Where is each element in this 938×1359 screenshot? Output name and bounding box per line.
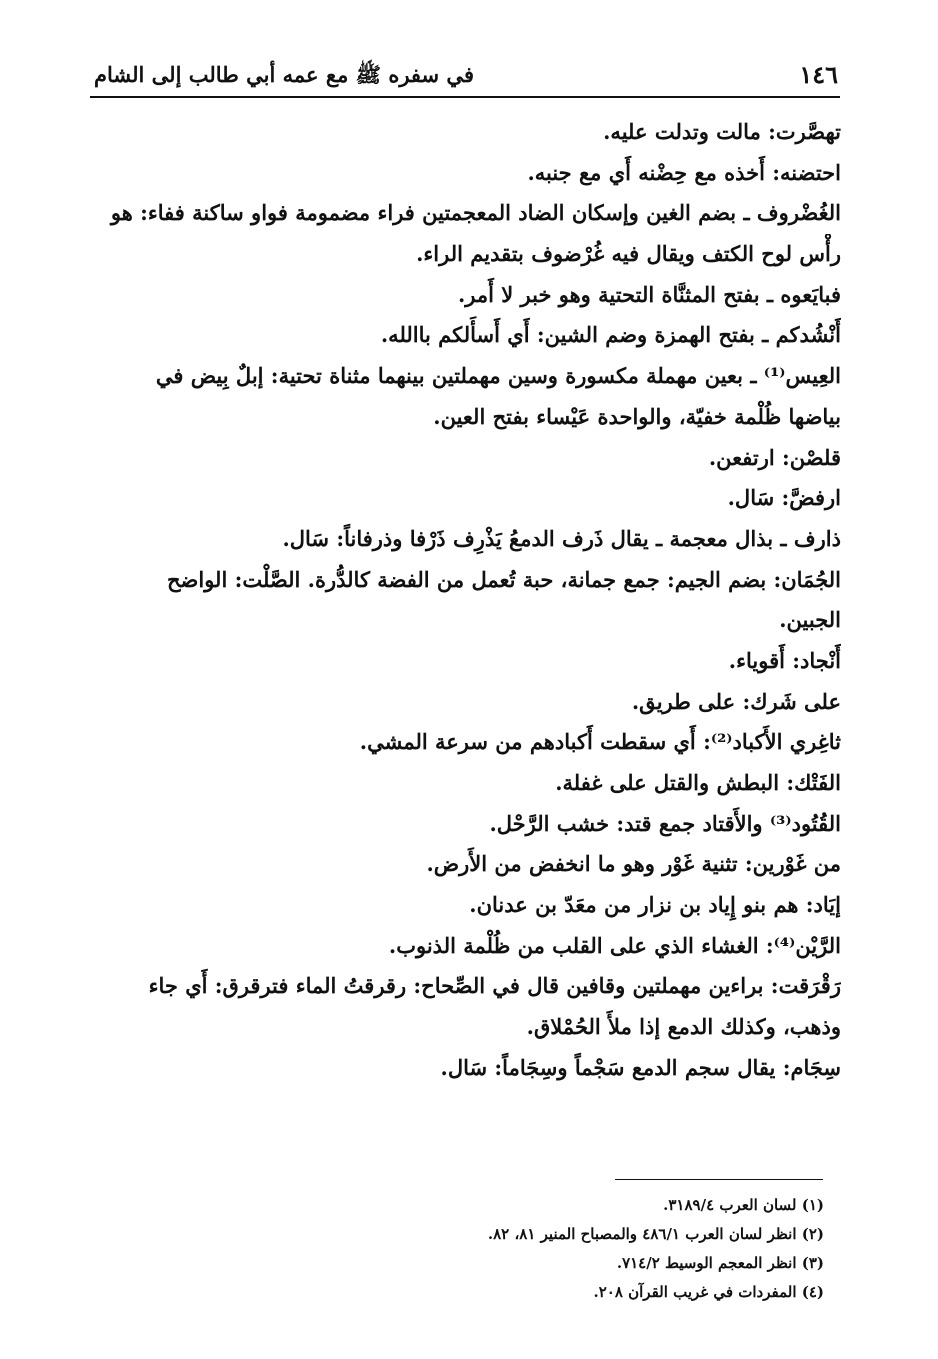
glossary-text xyxy=(99,112,841,1089)
text-line: سِجَام: يقال سجم الدمع سَجْماً وسِجَاماً: سَال. xyxy=(440,1054,841,1080)
page-header xyxy=(90,52,840,98)
footnote-2: (٢) انظر لسان العرب ٤٨٦/١ والمصباح المنير ٨١، ٨٢. xyxy=(487,1225,824,1243)
text-line: إيَاد: هم بنو إِياد بن نزار من معَدّ بن عدنان. xyxy=(469,892,841,918)
footnote-1: (١) لسان العرب ٣١٨٩/٤. xyxy=(663,1196,824,1214)
text-line: أَنْشُدكم ـ بفتح الهمزة وضم الشين: أَي أَسأَلكم باالله. xyxy=(380,322,841,348)
text-line: رَقْرَقت: براءين مهملتين وقافين قال في الصِّحاح: رقرقتُ الماء فترقرق: أَي جاء xyxy=(148,973,841,999)
text-line: الفَتْك: البطش والقتل على غفلة. xyxy=(555,770,841,795)
text-line: قلصْن: ارتفعن. xyxy=(708,444,841,470)
text-line: ارفضَّ: سَال. xyxy=(727,485,841,511)
text-line: احتضنه: أَخذه مع حِضْنه أَي مع جنبه. xyxy=(527,159,841,185)
text-line: الغُضْروف ـ بضم الغين وإسكان الضاد المعجمتين فراء مضمومة فواو ساكنة ففاء: هو xyxy=(110,200,841,226)
running-title: في سفره ﷺ مع عمه أبي طالب إلى الشام xyxy=(94,62,474,87)
text-line: بياضها ظُلْمة خفيّة، والواحدة عَيْساء بفتح العين. xyxy=(433,403,841,429)
text-line: ثاغِري الأَكباد⁽²⁾: أَي سقطت أَكبادهم من سرعة المشي. xyxy=(359,729,841,755)
text-line: أَنْجاد: أَقوياء. xyxy=(728,647,841,673)
footnote-separator xyxy=(615,1179,823,1180)
text-line: من غَوْرين: تثنية غَوْر وهو ما انخفض من الأَرض. xyxy=(426,851,841,877)
text-line: العِيس⁽¹⁾ ـ بعين مهملة مكسورة وسين مهملتين بينهما مثناة تحتية: إبلٌ بِيض في xyxy=(155,363,841,389)
text-line: على شَرك: على طريق. xyxy=(631,688,841,714)
text-line: رأْس لوح الكتف ويقال فيه غُرْضوف بتقديم الراء. xyxy=(416,241,841,267)
text-line: تهصَّرت: مالت وتدلت عليه. xyxy=(603,119,841,144)
text-line: ذارف ـ بذال معجمة ـ يقال ذَرف الدمعُ يَذْرِف ذَرْفا وذرفاناً: سَال. xyxy=(282,525,841,551)
footnotes xyxy=(104,1191,824,1307)
text-line: الجبين. xyxy=(779,607,841,633)
text-line: القُتُود⁽³⁾ والأَقتاد جمع قتد: خشب الرَّحْل. xyxy=(489,810,841,836)
page-number: ١٤٦ xyxy=(799,60,838,89)
footnote-4: (٤) المفردات في غريب القرآن ٢٠٨. xyxy=(593,1283,824,1301)
text-line: الجُمَان: بضم الجيم: جمع جمانة، حبة تُعمل من الفضة كالدُّرة. الصَّلْت: الواضح xyxy=(166,566,841,592)
footnote-3: (٣) انظر المعجم الوسيط ٧١٤/٢. xyxy=(616,1254,824,1272)
text-line: الرَّيْن⁽⁴⁾: الغشاء الذي على القلب من ظُلْمة الذنوب. xyxy=(388,932,841,958)
text-line: فبايَعوه ـ بفتح المثنَّاة التحتية وهو خبر لا أَمر. xyxy=(457,281,841,307)
text-line: وذهب، وكذلك الدمع إذا ملأَ الحُمْلاق. xyxy=(526,1014,841,1040)
